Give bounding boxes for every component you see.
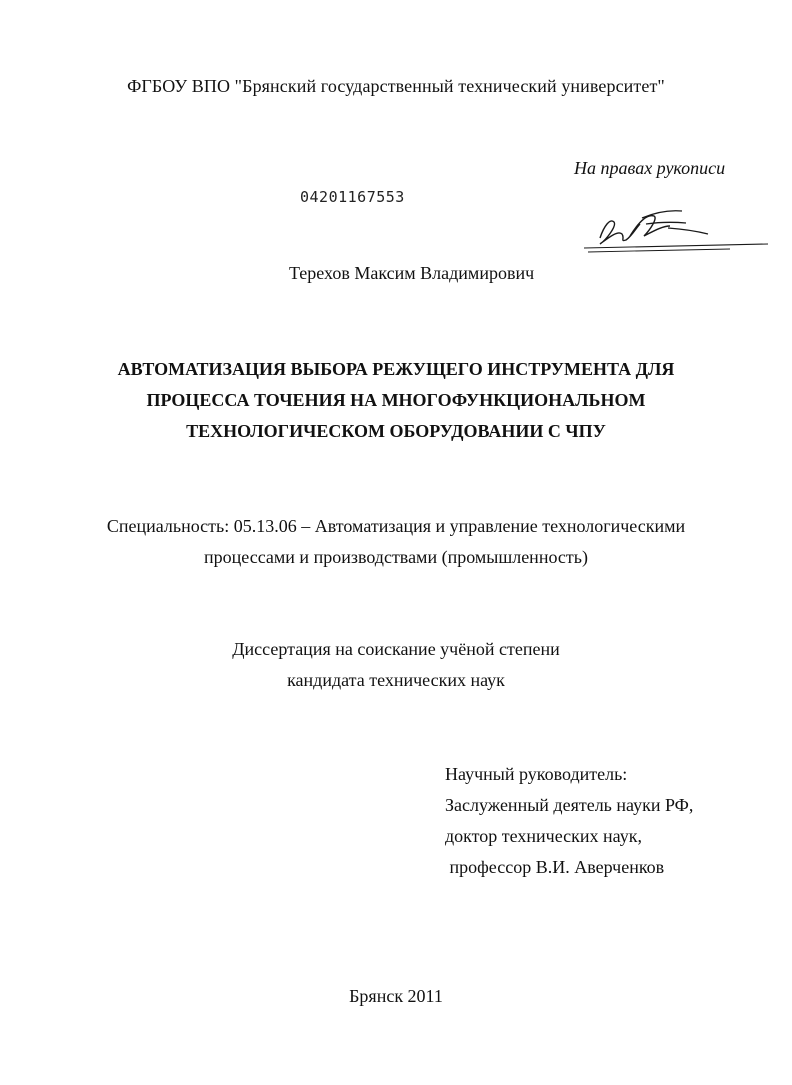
supervisor-line: Заслуженный деятель науки РФ, [445, 795, 694, 815]
supervisor-line: профессор В.И. Аверченков [445, 857, 665, 877]
manuscript-note: На правах рукописи [574, 158, 726, 178]
city-year: Брянск 2011 [349, 986, 443, 1006]
dissertation-title [0, 354, 792, 447]
handwritten-signature [570, 196, 770, 266]
supervisor-block [445, 759, 693, 883]
title-line: ТЕХНОЛОГИЧЕСКОМ ОБОРУДОВАНИИ С ЧПУ [186, 421, 606, 441]
degree-line: Диссертация на соискание учёной степени [232, 639, 560, 659]
speciality-line: процессами и производствами (промышленность) [204, 547, 588, 567]
speciality [0, 511, 792, 573]
degree-statement [0, 634, 792, 696]
registration-stamp-number: 04201167553 [300, 188, 405, 206]
speciality-line: Специальность: 05.13.06 – Автоматизация и управление технологическими [106, 516, 686, 536]
title-line: ПРОЦЕССА ТОЧЕНИЯ НА МНОГОФУНКЦИОНАЛЬНОМ [146, 390, 646, 410]
supervisor-line: доктор технических наук, [445, 826, 642, 846]
author-name: Терехов Максим Владимирович [289, 263, 535, 283]
degree-line: кандидата технических наук [287, 670, 505, 690]
supervisor-line: Научный руководитель: [445, 764, 628, 784]
title-line: АВТОМАТИЗАЦИЯ ВЫБОРА РЕЖУЩЕГО ИНСТРУМЕНТА ДЛЯ [117, 359, 675, 379]
institution-name: ФГБОУ ВПО "Брянский государственный технический университет" [127, 76, 665, 96]
